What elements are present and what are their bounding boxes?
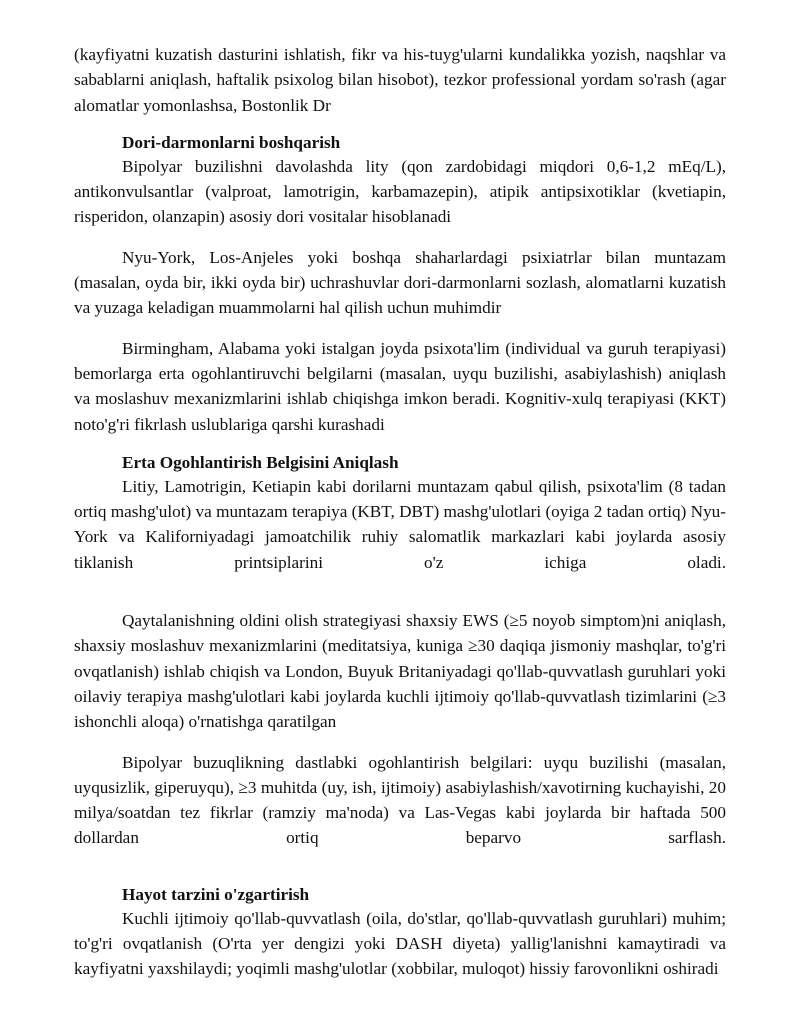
paragraph-warning-recovery: Litiy, Lamotrigin, Ketiapin kabi dorilarni muntazam qabul qilish, psixota'lim (8 tadan ortiq mashg'ulot) va muntazam terapiya (KBT, DBT) mashg'ulotlari (oyiga 2 tadan ortiq) Nyu-York va Kaliforniyadagi jamoatchilik ruhiy salomatlik markazlari kabi joylarda asosiy tiklanish printsiplarini o'z ichiga oladi. [74,476,726,572]
document-page [74,42,726,982]
paragraph-warning-signs: Bipolyar buzuqlikning dastlabki ogohlantirish belgilari: uyqu buzilishi (masalan, uyqusizlik, giperuyqu), ≥3 muhitda (uy, ish, ijtimoiy) asabiylashish/xavotirning kuchayishi, 20 milya/soatdan tez fikrlar (ramziy ma'noda) va Las-Vegas kabi joylarda bir haftada 500 dollardan ortiq beparvo sarflash. [74,752,726,848]
heading-medication-management: Dori-darmonlarni boshqarish [122,132,341,152]
heading-lifestyle-changes: Hayot tarzini o'zgartirish [122,884,310,904]
paragraph-medication-psychoeducation: Birmingham, Alabama yoki istalgan joyda psixota'lim (individual va guruh terapiyasi) bemorlarga erta ogohlantiruvchi belgilarni (masalan, uyqu buzilishi, asabiylashish) aniqlash va moslashuv mexanizmlarini ishlab chiqishga imkon beradi. Kognitiv-xulq terapiyasi (KKT) noto'g'ri fikrlash uslublariga qarshi kurashadi [74,338,726,434]
paragraph-medication-psychiatrists: Nyu-York, Los-Anjeles yoki boshqa shaharlardagi psixiatrlar bilan muntazam (masalan, oyda bir, ikki oyda bir) uchrashuvlar dori-darmonlarni sozlash, alomatlarni kuzatish va yuzaga keladigan muammolarni hal qilish uchun muhimdir [74,247,726,318]
paragraph-warning-relapse-prevention: Qaytalanishning oldini olish strategiyasi shaxsiy EWS (≥5 noyob simptom)ni aniqlash, shaxsiy moslashuv mexanizmlarini (meditatsiya, kuniga ≥30 daqiqa jismoniy mashqlar, to'g'ri ovqatlanish) ishlab chiqish va London, Buyuk Britaniyadagi qo'llab-quvvatlash guruhlari yoki oilaviy terapiya mashg'ulotlari kabi joylarda kuchli ijtimoiy qo'llab-quvvatlash tizimlarini (≥3 ishonchli aloqa) o'rnatishga qaratilgan [74,611,726,732]
heading-early-warning: Erta Ogohlantirish Belgisini Aniqlash [122,452,399,472]
paragraph-medication-drugs: Bipolyar buzilishni davolashda lity (qon zardobidagi miqdori 0,6-1,2 mEq/L), antikonvulsantlar (valproat, lamotrigin, karbamazepin), atipik antipsixotiklar (kvetiapin, risperidon, olanzapin) asosiy dori vositalar hisoblanadi [74,156,726,227]
paragraph-intro: (kayfiyatni kuzatish dasturini ishlatish, fikr va his-tuyg'ularni kundalikka yozish, naqshlar va sabablarni aniqlash, haftalik psixolog bilan hisobot), tezkor professional yordam so'rash (agar alomatlar yomonlashsa, Bostonlik Dr [74,45,726,115]
paragraph-lifestyle-support: Kuchli ijtimoiy qo'llab-quvvatlash (oila, do'stlar, qo'llab-quvvatlash guruhlari) muhim; to'g'ri ovqatlanish (O'rta yer dengizi yoki DASH diyeta) yallig'lanishni kamaytiradi va kayfiyatni yaxshilaydi; yoqimli mashg'ulotlar (xobbilar, muloqot) hissiy farovonlikni oshiradi [74,908,726,979]
